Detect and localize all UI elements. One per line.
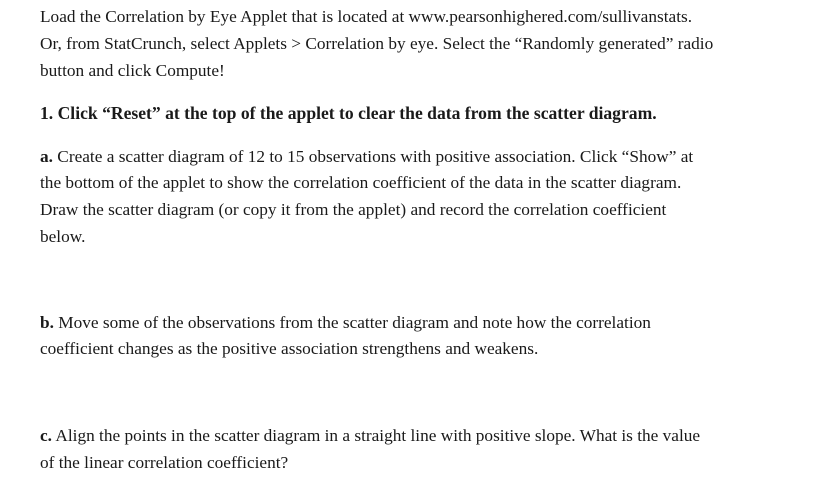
step1-heading: 1. Click “Reset” at the top of the applet to clear the data from the scatter diagram. <box>40 103 657 123</box>
part-b-line-1 <box>40 312 651 334</box>
part-a-line-1 <box>40 146 693 168</box>
part-c-line-1 <box>40 425 700 447</box>
intro-line-3: button and click Compute! <box>40 61 225 80</box>
intro-line-1: Load the Correlation by Eye Applet that is located at www.pearsonhighered.com/sullivanstats. <box>40 7 693 26</box>
part-b-line-2: coefficient changes as the positive association strengthens and weakens. <box>40 339 539 358</box>
part-a-text-1: Create a scatter diagram of 12 to 15 observations with positive association. Click “Show” at <box>52 147 694 166</box>
part-a-line-4: below. <box>40 227 86 246</box>
part-a-label: a. <box>40 147 53 166</box>
part-b-label: b. <box>40 313 54 332</box>
part-c-label: c. <box>40 426 52 445</box>
part-b-text-1: Move some of the observations from the scatter diagram and note how the correlation <box>53 313 651 332</box>
part-a-line-3: Draw the scatter diagram (or copy it from the applet) and record the correlation coefficient <box>40 200 667 219</box>
part-c-text-1: Align the points in the scatter diagram in a straight line with positive slope. What is the value <box>52 426 701 445</box>
part-a-line-2: the bottom of the applet to show the correlation coefficient of the data in the scatter diagram. <box>40 173 682 192</box>
intro-line-2: Or, from StatCrunch, select Applets > Correlation by eye. Select the “Randomly generated” radio <box>40 34 714 53</box>
part-c-line-2: of the linear correlation coefficient? <box>40 453 289 472</box>
